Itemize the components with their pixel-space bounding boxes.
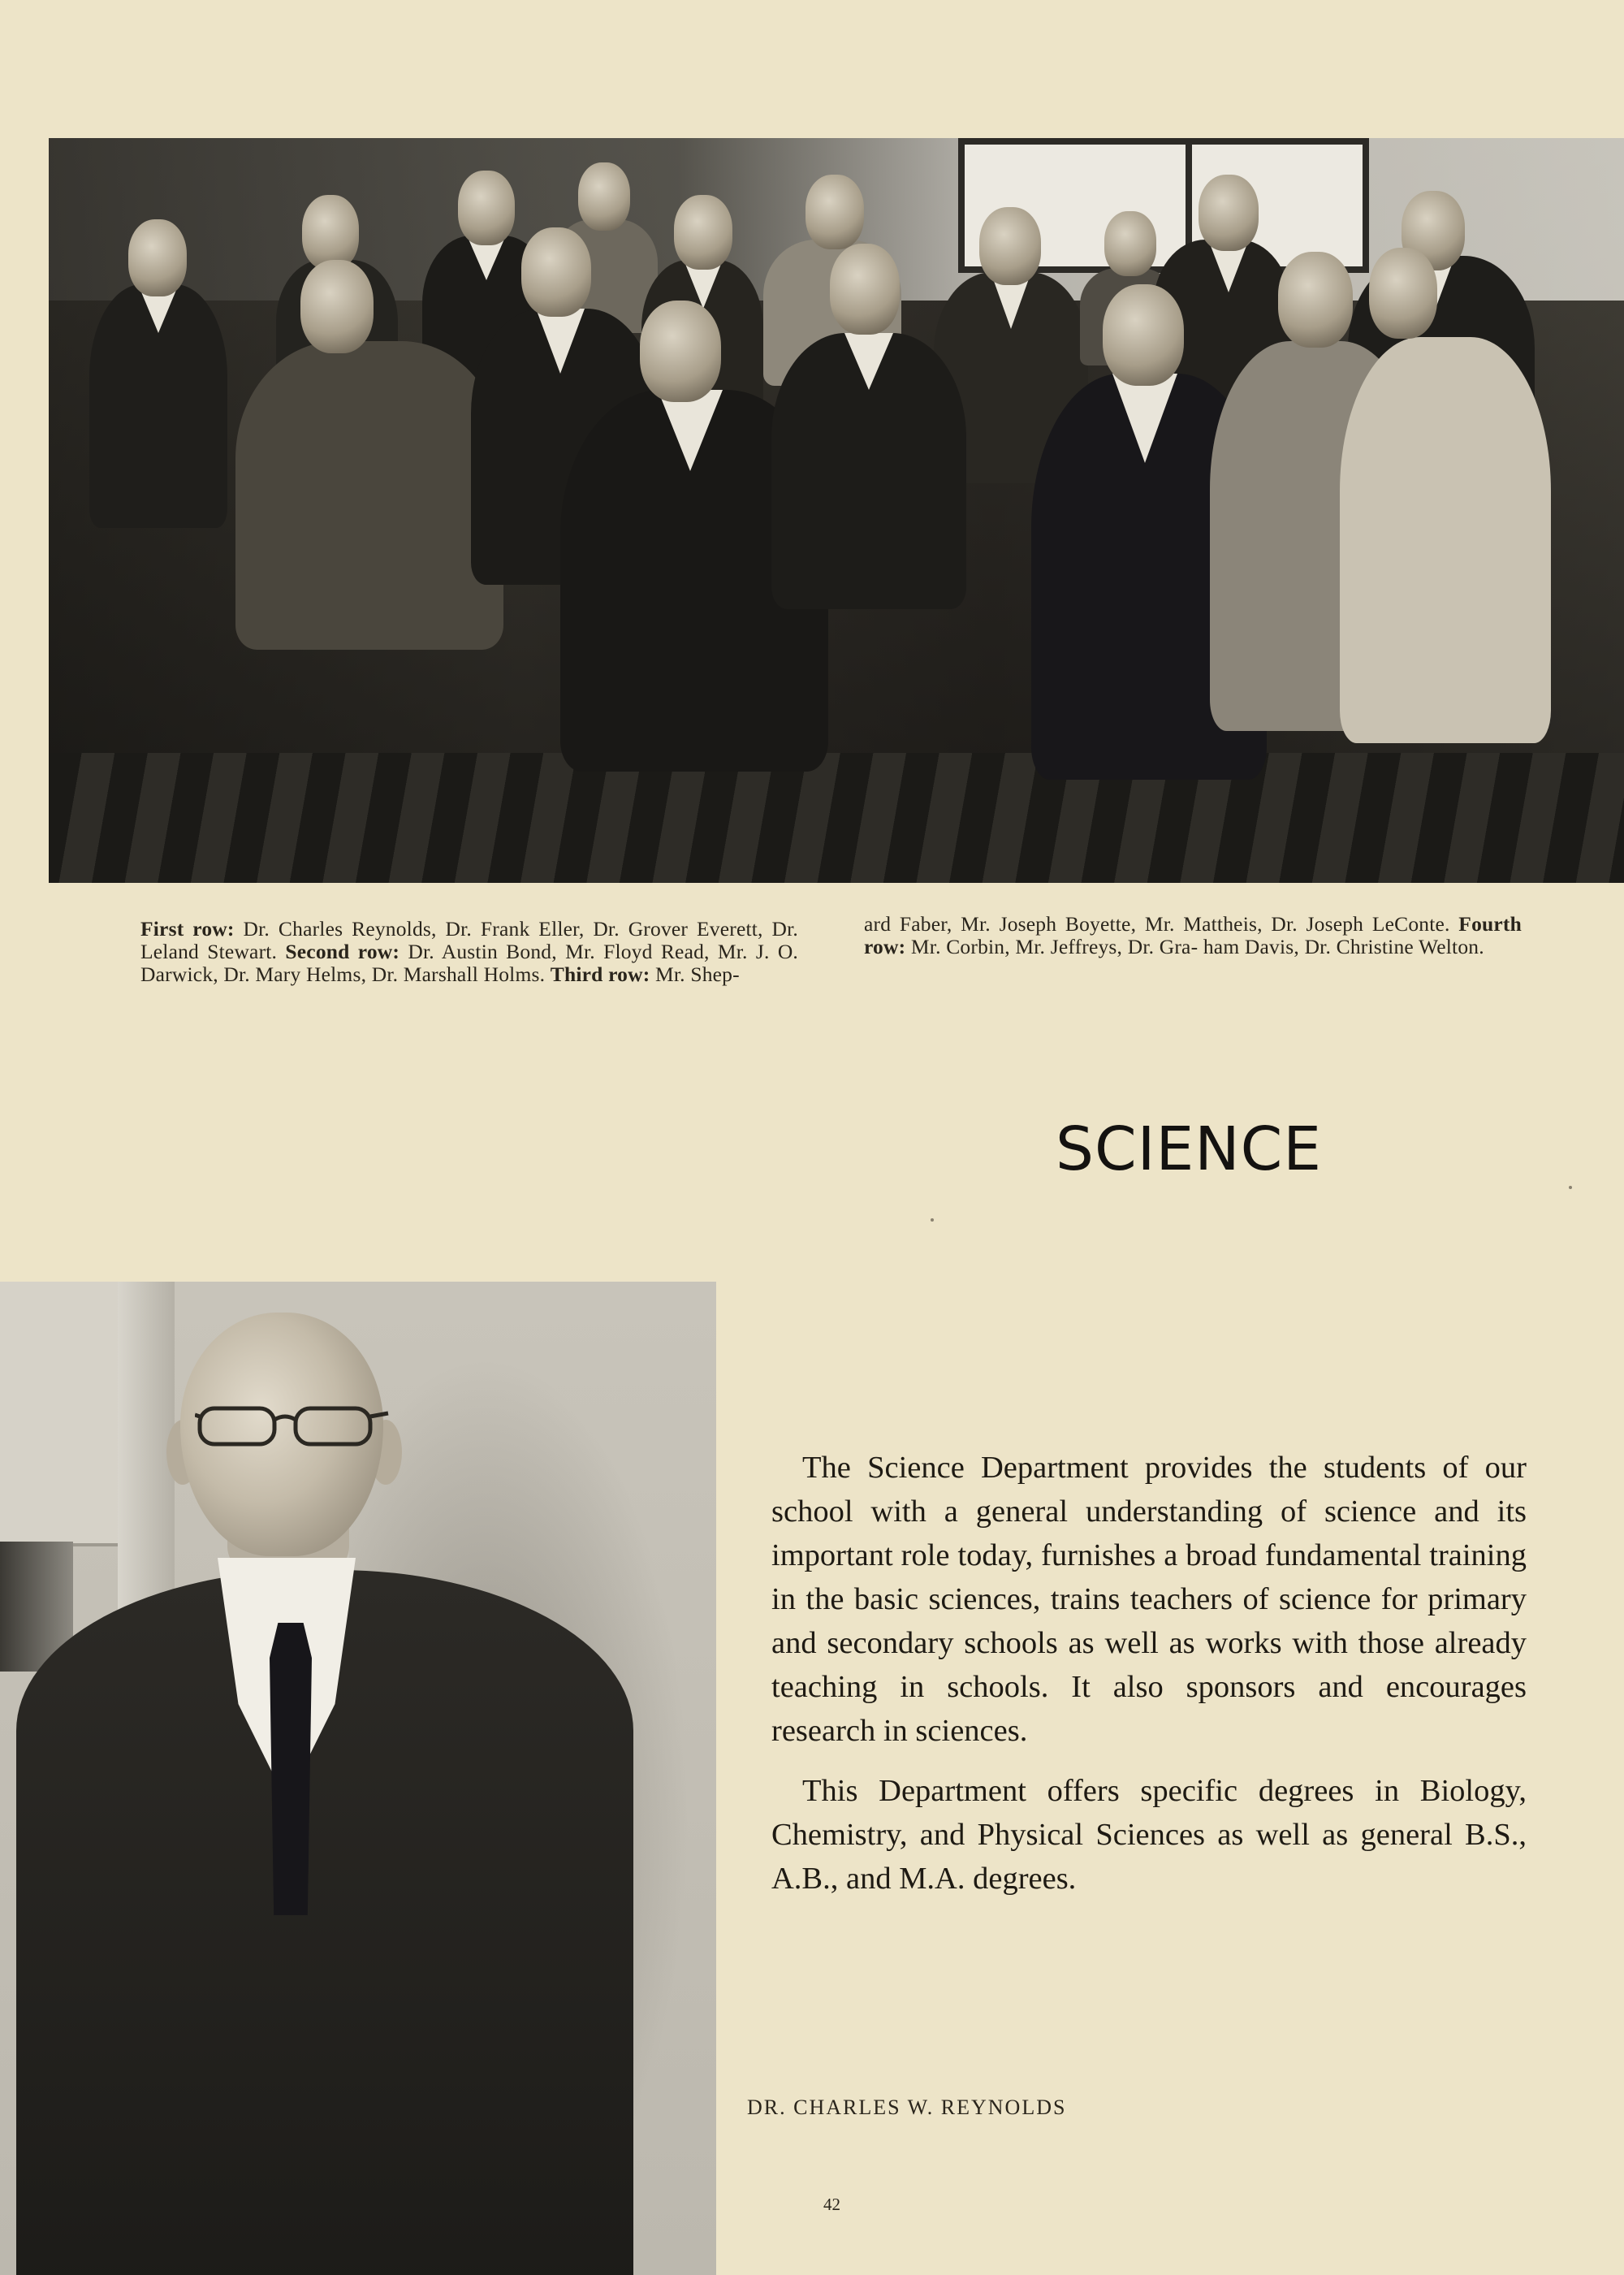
group-photo-caption-left xyxy=(140,918,798,986)
paper-speck xyxy=(931,1218,934,1222)
first-row-names: Dr. Charles Reynolds, Dr. Frank Eller, Dr. Grover Everett, Dr. Leland Stewart. xyxy=(140,917,798,963)
paper-speck xyxy=(1569,1186,1572,1189)
photo-floor xyxy=(49,753,1624,883)
portrait-tie xyxy=(270,1623,312,1915)
description-paragraph: The Science Department provides the students of our school with a general understanding of science and its important role today, furnishes a broad fundamental training in the basic sciences, trains teachers of science for primary and secondary schools as well as works with those already teaching in schools. It also sponsors and encourages research in sciences. xyxy=(771,1451,1527,1748)
second-row-names: Dr. Austin Bond, Mr. Floyd Read, Mr. J. O. Darwick, Dr. Mary Helms, Dr. Marshall Holms. xyxy=(140,940,799,986)
department-description xyxy=(771,1446,1527,1901)
third-row-names-start: Mr. Shep- xyxy=(655,962,740,986)
portrait-caption: DR. CHARLES W. REYNOLDS xyxy=(747,2096,1067,2119)
page-number: 42 xyxy=(823,2195,840,2214)
fourth-row-label: Fourth row: xyxy=(864,912,1522,958)
fourth-row-names: Mr. Corbin, Mr. Jeffreys, Dr. Gra- ham Davis, Dr. Christine Welton. xyxy=(910,935,1484,958)
description-paragraph: This Department offers specific degrees in Biology, Chemistry, and Physical Sciences as well as general B.S., A.B., and M.A. degrees. xyxy=(771,1774,1527,1896)
first-row-label: First row: xyxy=(140,917,235,941)
glasses-icon xyxy=(195,1402,390,1451)
second-row-label: Second row: xyxy=(285,940,400,963)
third-row-names-end: ard Faber, Mr. Joseph Boyette, Mr. Mattheis, Dr. Joseph LeConte. xyxy=(864,912,1450,936)
section-title: SCIENCE xyxy=(1056,1114,1323,1184)
portrait-wall-panel xyxy=(0,1282,121,1546)
faculty-group-photo xyxy=(49,138,1624,883)
third-row-label: Third row: xyxy=(550,962,650,986)
department-head-portrait xyxy=(0,1282,716,2275)
group-photo-caption-right xyxy=(864,913,1522,958)
